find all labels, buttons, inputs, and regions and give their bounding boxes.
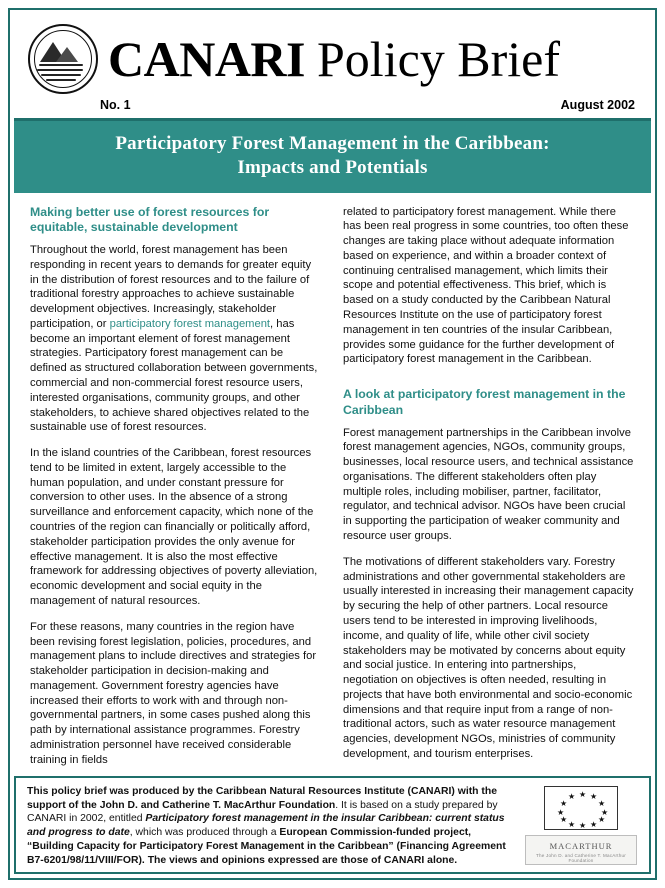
right-paragraph-2: Forest management partnerships in the Caribbean involve forest management agencies, NGOs, community groups, businesses, local resource users, and technical assistance organisations. The different stakeholders often play multiple roles, including mobiliser, partner, facilitator, regulator, and technical advisor. NGOs have been crucial in supporting the participation of weaker community and resource user groups. xyxy=(343,426,634,543)
footer-seg-1: This policy brief was produced by the xyxy=(27,786,216,797)
title-canari: CANARI xyxy=(108,31,305,87)
canari-circular-logo-icon xyxy=(28,24,98,94)
footer-seg-5: . It is based on a study prepared by CANARI in 2002, entitled xyxy=(27,799,498,825)
footer-org-macarthur: John D. and Catherine T. MacArthur Foundation xyxy=(99,799,336,811)
footer-text xyxy=(27,785,514,865)
footer-seg-3: with the support of the xyxy=(27,786,497,811)
title-banner xyxy=(14,121,651,193)
publication-title xyxy=(108,31,635,87)
macarthur-foundation-logo xyxy=(525,835,637,865)
european-union-flag-icon: ★ ★ ★ ★ ★ ★ ★ ★ ★ ★ ★ ★ xyxy=(544,786,618,830)
issue-date: August 2002 xyxy=(560,98,635,112)
left-paragraph-3: For these reasons, many countries in the region have been revising forest legislation, policies, procedures, and management plans to include directives and strategies for stakeholder participation in decision-making and management. Government forestry agencies have increased their efforts to work with and through non-governmental partners, in some cases pushed along this path by international assistance programmes. Forestry administration personnel have received considerable training in fields xyxy=(30,620,317,766)
banner-line-1: Participatory Forest Management in the Caribbean: xyxy=(115,133,550,154)
macarthur-logo-subtitle: The John D. and Catherine T. MacArthur Foundation xyxy=(536,853,626,863)
masthead xyxy=(14,14,651,98)
left-paragraph-2: In the island countries of the Caribbean, forest resources tend to be limited in extent, largely accessible to the human population, and under constant pressure for conversion to other uses. In the absence of a strong surveillance and enforcement capacity, which none of the countries of the region can financially or politically afford, stakeholder participation provides the only avenue for effective management. It is also the most effective framework for addressing objectives of poverty alleviation, economic development and social equity in the management of natural resources. xyxy=(30,447,318,607)
left-section-heading: Making better use of forest resources for equitable, sustainable development xyxy=(30,204,270,235)
right-paragraph-1: related to participatory forest management. While there has been real progress in some countries, too often these changes are taking place without adequate information based on experience, and within a broader context of continuing centralised management, which limits their scope and potential effectiveness. This brief, which is based on a study conducted by the Caribbean Natural Resources Institute on the use of participatory forest management in ten countries of the insular Caribbean, provides some guidance for the further development of participatory forest management in the Caribbean. xyxy=(343,205,629,366)
article-body xyxy=(14,193,651,777)
issue-line xyxy=(14,98,651,118)
right-column xyxy=(343,205,634,777)
footer-study-title: Participatory forest management in the insular Caribbean: current status and progress to date xyxy=(27,813,505,839)
footer-seg-7: , which was produced through a xyxy=(129,827,280,839)
left-p1-emphasis: participatory forest management xyxy=(109,317,271,330)
page-content xyxy=(14,14,651,874)
left-column xyxy=(30,205,321,777)
macarthur-logo-name: MACARTHUR xyxy=(549,841,613,851)
left-p1-part-a: Throughout the world, forest management has been responding in recent years to demands for greater equity in the distribution of forest resources and to the failure of traditional forestry approaches to achieve sustainable development objectives. Increasingly, stakeholder participation, or xyxy=(30,243,312,330)
issue-number: No. 1 xyxy=(100,98,131,112)
footer-credits-box xyxy=(14,776,651,874)
banner-line-2: Impacts and Potentials xyxy=(237,156,428,178)
footer-seg-9: -funded project, “Building Capacity for Participatory Forest Management in the Caribbean” (Financing Agreement B7-6201/98/11/VIII/FOR). The views and opinions expressed are those of CANARI alone. xyxy=(27,827,506,866)
right-section-heading: A look at participatory forest management in the Caribbean xyxy=(343,387,626,417)
footer-org-ec: European Commission xyxy=(279,827,393,839)
footer-org-canari: Caribbean Natural Resources Institute (CANARI) xyxy=(215,786,455,797)
left-p1-part-b: , has become an important element of forest management strategies. Participatory forest management can be defined as structured collaboration between governments, commercial and non-commercial forest resource users, interested organisations, community groups, and other stakeholders, to achieve shared objectives related to the sustainable use of forest resources. xyxy=(30,317,318,434)
right-paragraph-3: The motivations of different stakeholders vary. Forestry administrations and other governmental stakeholders are usually interested in increasing their management capacity by securing the help of other partners. Local resource users tend to be interested in improving livelihoods, income, and quality of life, while other civil society stakeholders may be motivated by concerns about equity and social justice. In entering into partnerships, negotiation on objectives is often needed, resulting in projects that have both environmental and socio-economic dimensions and that require input from a range of non-traditional actors, such as water resource management agencies, development NGOs, ministries of community development, and tourism enterprises. xyxy=(343,555,634,760)
left-paragraph-1 xyxy=(30,243,321,435)
footer-logos xyxy=(522,785,640,865)
title-policy-brief: Policy Brief xyxy=(317,31,561,87)
